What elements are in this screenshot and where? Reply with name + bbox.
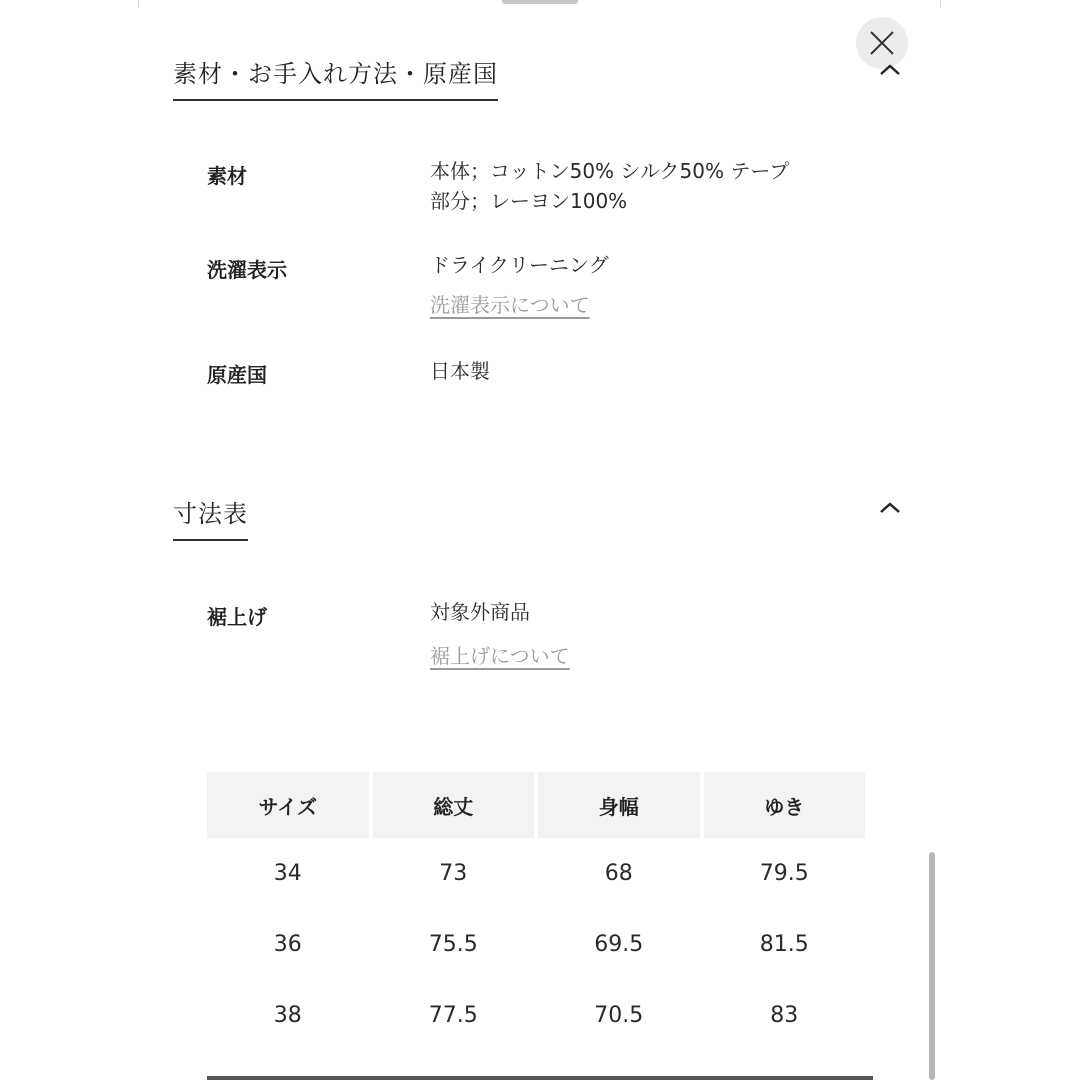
table-cell: 81.5	[759, 932, 809, 957]
care-label: 洗濯表示	[207, 258, 287, 282]
care-info-link[interactable]: 洗濯表示について	[430, 293, 590, 317]
sheet-grab-handle[interactable]	[502, 0, 578, 4]
table-cell: 77.5	[428, 1003, 478, 1028]
hem-value: 対象外商品	[430, 600, 530, 624]
table-cell: 83	[770, 1003, 799, 1028]
table-cell: 70.5	[594, 1003, 644, 1028]
table-cell: 79.5	[759, 861, 809, 886]
table-header-row	[207, 772, 865, 838]
sheet-right-edge	[940, 0, 941, 8]
material-label: 素材	[207, 164, 247, 188]
table-cell: 69.5	[594, 932, 644, 957]
table-row	[207, 980, 865, 1051]
column-header-sleeve: ゆき	[704, 772, 866, 838]
table-bottom-border	[207, 1076, 873, 1080]
scrollbar[interactable]	[929, 852, 935, 1080]
sheet-left-edge	[138, 0, 139, 8]
column-header-length: 総丈	[373, 772, 535, 838]
table-row	[207, 909, 865, 980]
table-cell: 36	[273, 932, 302, 957]
chevron-up-icon[interactable]	[877, 61, 903, 77]
chevron-up-icon[interactable]	[877, 499, 903, 515]
origin-value: 日本製	[430, 359, 490, 383]
size-section-title[interactable]: 寸法表	[173, 494, 248, 541]
material-value-line2: 部分；レーヨン100%	[430, 189, 628, 213]
material-section-title[interactable]: 素材・お手入れ方法・原産国	[173, 54, 498, 101]
table-cell: 68	[604, 861, 633, 886]
table-cell: 75.5	[428, 932, 478, 957]
table-row	[207, 838, 865, 909]
hem-label: 裾上げ	[207, 605, 267, 629]
column-header-size: サイズ	[207, 772, 369, 838]
care-value: ドライクリーニング	[430, 253, 609, 277]
close-icon	[869, 30, 895, 56]
column-header-width: 身幅	[538, 772, 700, 838]
material-value-line1: 本体；コットン50% シルク50% テープ	[430, 159, 790, 183]
table-cell: 73	[439, 861, 468, 886]
table-cell: 34	[273, 861, 302, 886]
origin-label: 原産国	[207, 363, 267, 387]
table-cell: 38	[273, 1003, 302, 1028]
size-table	[203, 772, 869, 1051]
hem-info-link[interactable]: 裾上げについて	[430, 644, 570, 668]
